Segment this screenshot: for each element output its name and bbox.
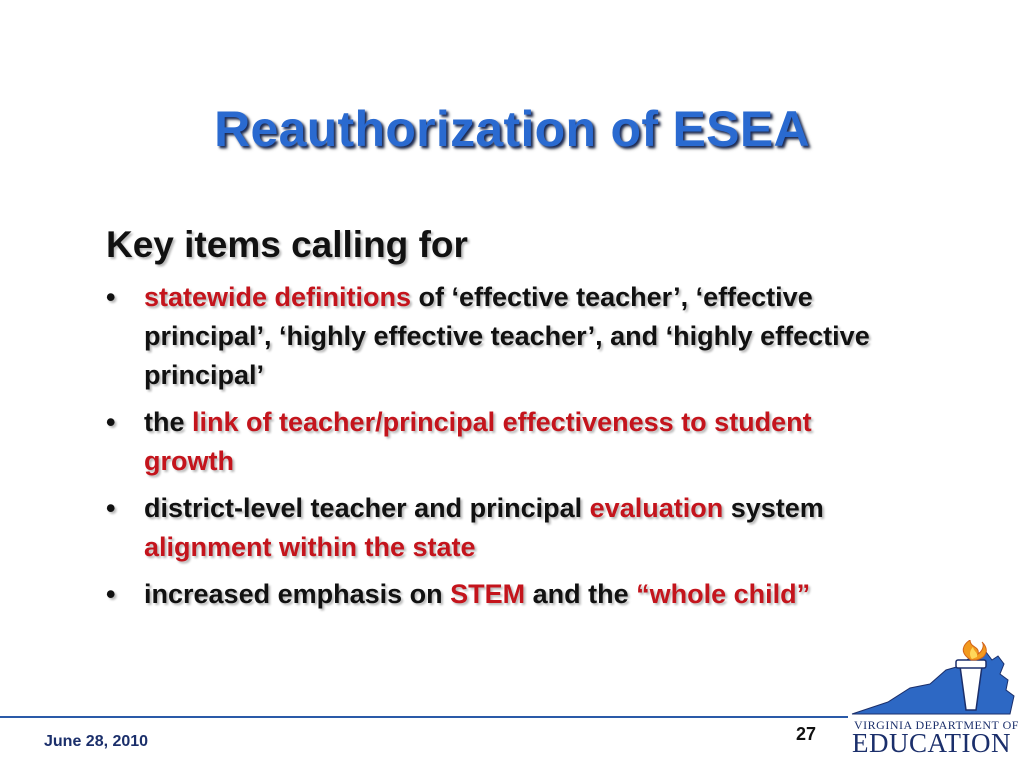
bullet-text: district-level teacher and principal (144, 493, 590, 523)
content-heading: Key items calling for (106, 224, 468, 265)
virginia-map-torch-icon (848, 640, 1018, 720)
bullet-highlight-text: link of teacher/principal effectiveness to student growth (144, 407, 812, 476)
bullet-item (106, 278, 906, 395)
bullet-highlight-text: STEM (450, 579, 526, 609)
bullet-highlight-text: alignment within the state (144, 532, 476, 562)
bullet-text: of ‘effective teacher’, ‘effective principal’, ‘highly effective teacher’, and ‘highly effective principal’ (144, 282, 870, 390)
bullet-dot: • (106, 407, 116, 437)
bullet-text: system (723, 493, 824, 523)
bullet-text: the (144, 407, 193, 437)
bullet-dot: • (106, 579, 116, 609)
bullet-list (106, 278, 906, 614)
bullet-item (106, 575, 906, 614)
page-number: 27 (796, 724, 817, 744)
bullet-text: increased emphasis on (144, 579, 451, 609)
footer-divider (0, 716, 848, 718)
bullet-dot: • (106, 493, 116, 523)
bullet-highlight-text: evaluation (589, 493, 724, 523)
logo-education-text: EDUCATION (852, 728, 1011, 758)
bullet-item (106, 489, 906, 567)
slide-content (106, 222, 906, 622)
bullet-text: and the (525, 579, 637, 609)
bullet-item (106, 403, 906, 481)
logo-department-text: VIRGINIA DEPARTMENT OF (854, 718, 1019, 732)
footer-date: June 28, 2010 (44, 733, 149, 750)
bullet-highlight-text: “whole child” (636, 579, 811, 609)
bullet-dot: • (106, 282, 116, 312)
vdoe-logo (848, 640, 1018, 764)
slide-title: Reauthorization of ESEA (214, 101, 810, 157)
bullet-highlight-text: statewide definitions (144, 282, 412, 312)
